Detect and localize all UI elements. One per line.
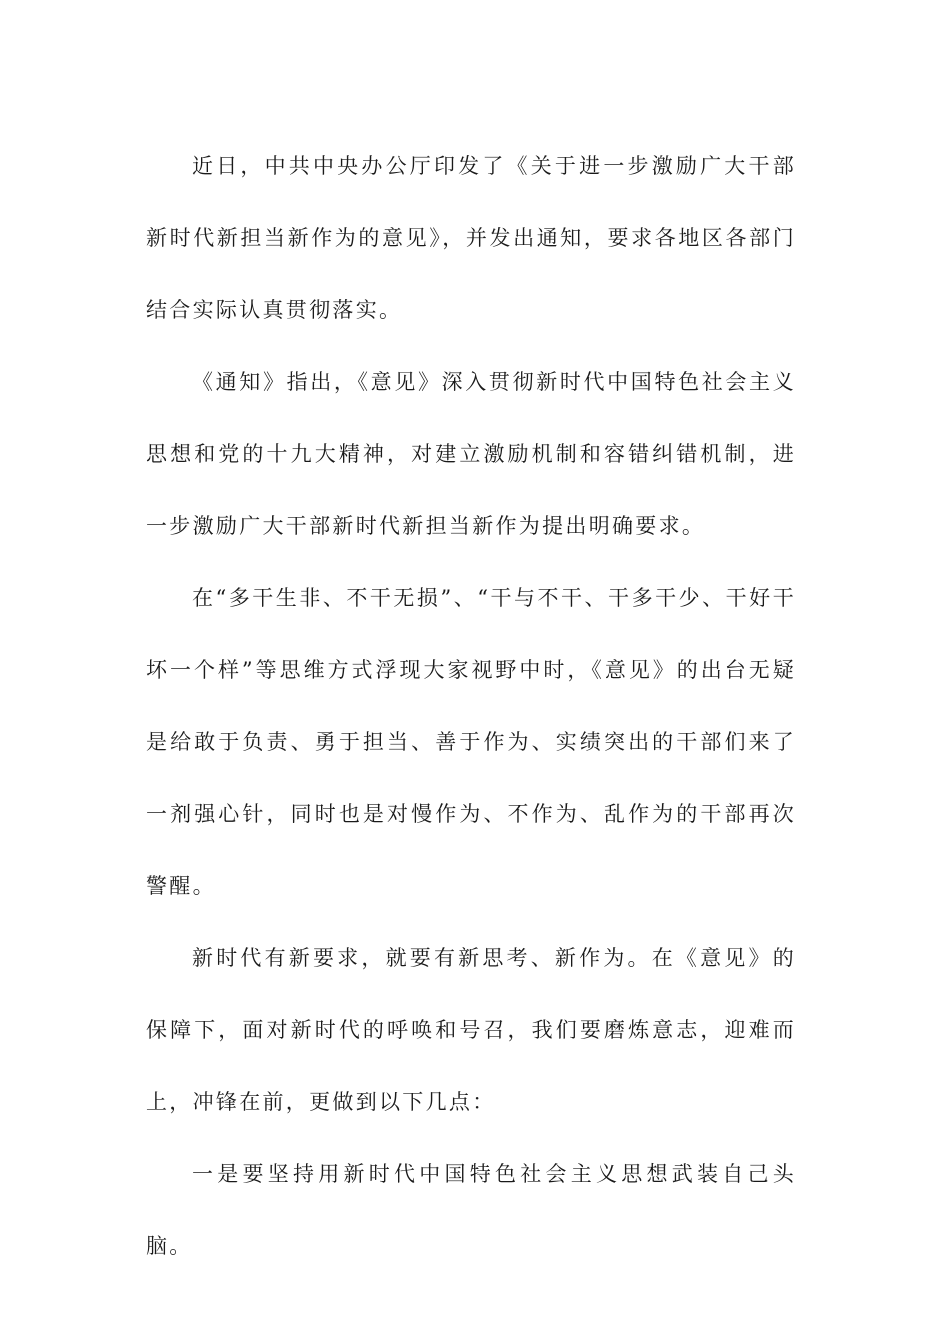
document-body: [146, 130, 796, 1282]
paragraph-4: 新时代有新要求，就要有新思考、新作为。在《意见》的保障下，面对新时代的呼唤和号召，我们要磨炼意志，迎难而上，冲锋在前，更做到以下几点：: [146, 946, 796, 1114]
paragraph-1: 近日，中共中央办公厅印发了《关于进一步激励广大干部新时代新担当新作为的意见》，并发出通知，要求各地区各部门结合实际认真贯彻落实。: [146, 154, 796, 322]
paragraph-3: 在“多干生非、不干无损”、“干与不干、干多干少、干好干坏一个样”等思维方式浮现大家视野中时，《意见》的出台无疑是给敢于负责、勇于担当、善于作为、实绩突出的干部们来了一剂强心针，同时也是对慢作为、不作为、乱作为的干部再次警醒。: [146, 586, 796, 898]
paragraph-2: 《通知》指出，《意见》深入贯彻新时代中国特色社会主义思想和党的十九大精神，对建立激励机制和容错纠错机制，进一步激励广大干部新时代新担当新作为提出明确要求。: [146, 370, 796, 538]
paragraph-5: 一是要坚持用新时代中国特色社会主义思想武装自己头脑。: [146, 1162, 796, 1258]
